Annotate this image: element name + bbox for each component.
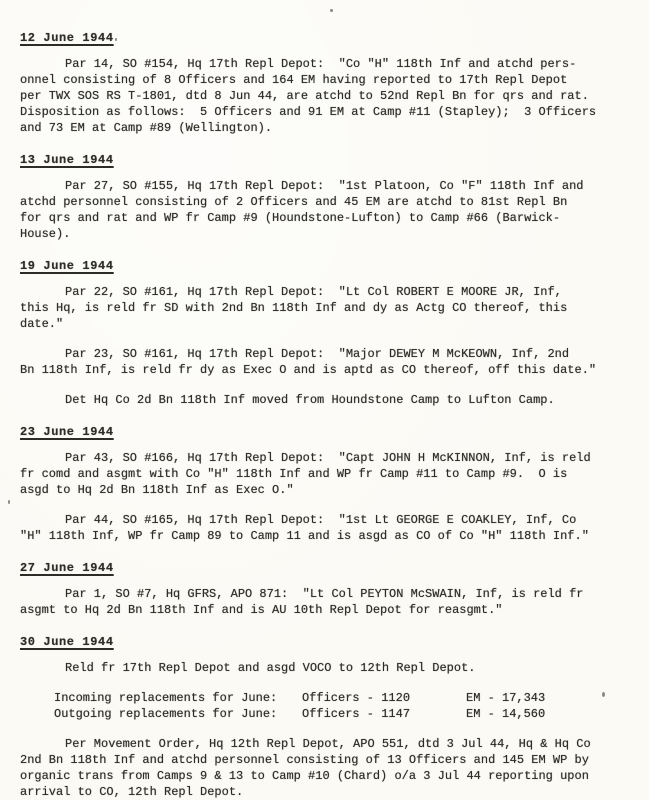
entry-note	[20, 392, 623, 408]
entry-paragraph	[20, 178, 623, 242]
journal-entry	[20, 152, 623, 242]
replacement-stats-row	[54, 690, 623, 706]
text-line: arrival to CO, 12th Repl Depot.	[20, 785, 244, 799]
stats-label: Incoming replacements for June:	[54, 691, 278, 705]
text-line: and 73 EM at Camp #89 (Wellington).	[20, 121, 273, 135]
entry-blocks	[20, 660, 623, 800]
journal-entry	[20, 258, 623, 408]
scan-speck	[330, 9, 333, 12]
entry-note	[20, 660, 623, 676]
entry-date-heading: 27 June 1944	[20, 561, 114, 575]
text-line: fr comd and asgmt with Co "H" 118th Inf and WP fr Camp #11 to Camp #9. O is	[20, 467, 568, 481]
entry-date-heading: 30 June 1944	[20, 635, 114, 649]
entry-date-heading: 23 June 1944	[20, 425, 114, 439]
text-line: for qrs and rat and WP fr Camp #9 (Houndstone-Lufton) to Camp #66 (Barwick-	[20, 211, 561, 225]
journal-entry	[20, 424, 623, 544]
journal-entry	[20, 634, 623, 800]
text-line: Par 27, SO #155, Hq 17th Repl Depot: "1st Platoon, Co "F" 118th Inf and	[65, 179, 584, 193]
text-line: Par 22, SO #161, Hq 17th Repl Depot: "Lt Col ROBERT E MOORE JR, Inf,	[65, 285, 562, 299]
scan-speck	[602, 692, 605, 697]
scan-speck	[8, 500, 10, 504]
entry-blocks	[20, 586, 623, 618]
entry-paragraph	[20, 736, 623, 800]
stats-officers: Officers - 1120	[302, 691, 411, 705]
stats-officers: Officers - 1147	[302, 707, 411, 721]
replacement-stats-row	[54, 706, 623, 722]
text-line: per TWX SOS RS T-1801, dtd 8 Jun 44, are atchd to 52nd Repl Bn for qrs and rat.	[20, 89, 589, 103]
text-line: 2nd Bn 118th Inf and atchd personnel consisting of 13 Officers and 145 EM WP by	[20, 753, 589, 767]
text-line: Reld fr 17th Repl Depot and asgd VOCO to 12th Repl Depot.	[65, 661, 476, 675]
journal-entry	[20, 30, 623, 136]
entry-paragraph	[20, 512, 623, 544]
entry-date-heading: 19 June 1944	[20, 259, 114, 273]
entry-blocks	[20, 284, 623, 408]
text-line: onnel consisting of 8 Officers and 164 EM having reported to 17th Repl Depot	[20, 73, 568, 87]
entry-paragraph	[20, 346, 623, 378]
entry-paragraph	[20, 586, 623, 618]
text-line: "H" 118th Inf, WP fr Camp 89 to Camp 11 and is asgd as CO of Co "H" 118th Inf."	[20, 529, 589, 543]
text-line: atchd personnel consisting of 2 Officers and 45 EM are atchd to 81st Repl Bn	[20, 195, 568, 209]
scan-speck	[115, 38, 117, 41]
entry-date-heading: 13 June 1944	[20, 153, 114, 167]
text-line: asgd to Hq 2d Bn 118th Inf as Exec O."	[20, 483, 294, 497]
text-line: asgmt to Hq 2d Bn 118th Inf and is AU 10th Repl Depot for reasgmt."	[20, 603, 503, 617]
text-line: Par 43, SO #166, Hq 17th Repl Depot: "Capt JOHN H McKINNON, Inf, is reld	[65, 451, 591, 465]
text-line: Par 14, SO #154, Hq 17th Repl Depot: "Co "H" 118th Inf and atchd pers-	[65, 57, 577, 71]
text-line: Bn 118th Inf, is reld fr dy as Exec O and is aptd as CO thereof, off this date."	[20, 363, 597, 377]
stats-em: EM - 17,343	[466, 691, 546, 705]
text-line: this Hq, is reld fr SD with 2nd Bn 118th Inf and dy as Actg CO thereof, this	[20, 301, 568, 315]
entry-blocks	[20, 178, 623, 242]
journal-entry	[20, 560, 623, 618]
text-line: Det Hq Co 2d Bn 118th Inf moved from Houndstone Camp to Lufton Camp.	[65, 393, 555, 407]
entry-blocks	[20, 56, 623, 136]
text-line: Disposition as follows: 5 Officers and 91 EM at Camp #11 (Stapley); 3 Officers	[20, 105, 597, 119]
text-line: House).	[20, 227, 71, 241]
text-line: Par 44, SO #165, Hq 17th Repl Depot: "1st Lt GEORGE E COAKLEY, Inf, Co	[65, 513, 577, 527]
text-line: organic trans from Camps 9 & 13 to Camp #10 (Chard) o/a 3 Jul 44 reporting upon	[20, 769, 589, 783]
stats-em: EM - 14,560	[466, 707, 546, 721]
replacement-stats	[20, 690, 623, 722]
entry-paragraph	[20, 56, 623, 136]
text-line: Per Movement Order, Hq 12th Repl Depot, APO 551, dtd 3 Jul 44, Hq & Hq Co	[65, 737, 591, 751]
entry-paragraph	[20, 450, 623, 498]
stats-label: Outgoing replacements for June:	[54, 707, 278, 721]
entry-date-heading: 12 June 1944	[20, 31, 114, 45]
entry-paragraph	[20, 284, 623, 332]
text-line: date."	[20, 317, 64, 331]
text-line: Par 1, SO #7, Hq GFRS, APO 871: "Lt Col PEYTON McSWAIN, Inf, is reld fr	[65, 587, 584, 601]
entry-blocks	[20, 450, 623, 544]
text-line: Par 23, SO #161, Hq 17th Repl Depot: "Major DEWEY M McKEOWN, Inf, 2nd	[65, 347, 570, 361]
